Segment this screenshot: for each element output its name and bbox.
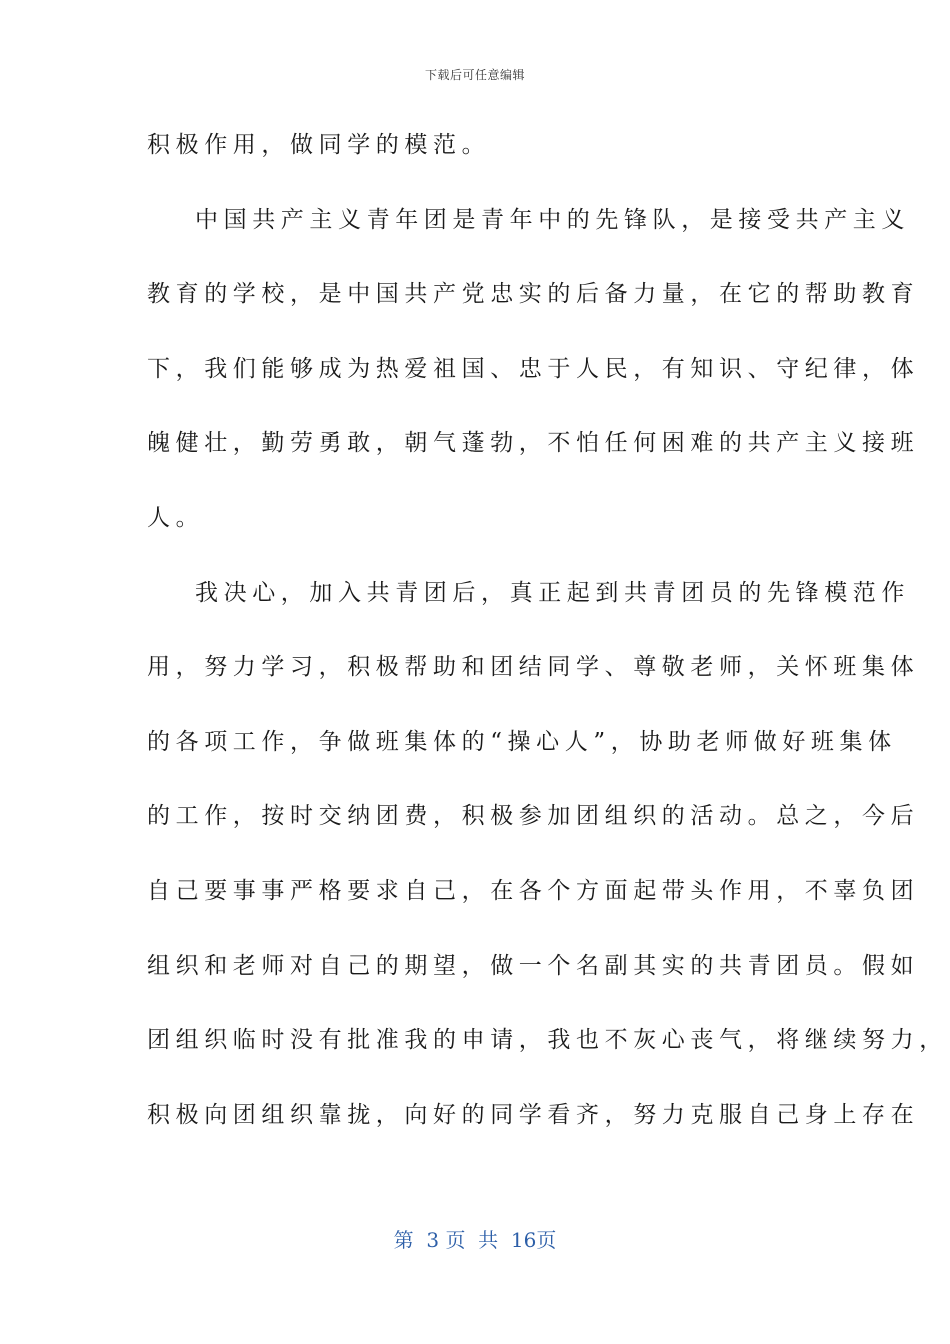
body-line-5: 魄健壮，勤劳勇敢，朝气蓬勃，不怕任何困难的共产主义接班 bbox=[147, 430, 920, 457]
document-body bbox=[147, 120, 948, 1164]
body-line-1: 积极作用，做同学的模范。 bbox=[147, 132, 491, 158]
page-number-footer: 第 3 页 共 16页 bbox=[393, 1228, 557, 1252]
body-line-8: 用，努力学习，积极帮助和团结同学、尊敬老师，关怀班集体 bbox=[147, 654, 920, 681]
body-line-2-paragraph-start: 中国共产主义青年团是青年中的先锋队，是接受共产主义 bbox=[195, 206, 910, 233]
body-line-6: 人。 bbox=[147, 504, 205, 531]
body-line-4: 下，我们能够成为热爱祖国、忠于人民，有知识、守纪律，体 bbox=[147, 355, 920, 382]
body-line-7-paragraph-start: 我决心，加入共青团后，真正起到共青团员的先锋模范作 bbox=[195, 579, 910, 606]
body-line-3: 教育的学校，是中国共产党忠实的后备力量，在它的帮助教育 bbox=[147, 281, 920, 308]
body-line-14: 积极向团组织靠拢，向好的同学看齐，努力克服自己身上存在 bbox=[147, 1101, 920, 1128]
body-line-11: 自己要事事严格要求自己，在各个方面起带头作用，不辜负团 bbox=[147, 877, 920, 904]
body-line-13: 团组织临时没有批准我的申请，我也不灰心丧气，将继续努力， bbox=[147, 1027, 948, 1054]
body-line-9: 的各项工作，争做班集体的“操心人”，协助老师做好班集体 bbox=[147, 728, 897, 755]
page-header-note: 下载后可任意编辑 bbox=[424, 68, 525, 82]
body-line-12: 组织和老师对自己的期望，做一个名副其实的共青团员。假如 bbox=[147, 952, 920, 979]
body-line-10: 的工作，按时交纳团费，积极参加团组织的活动。总之，今后 bbox=[147, 803, 920, 830]
